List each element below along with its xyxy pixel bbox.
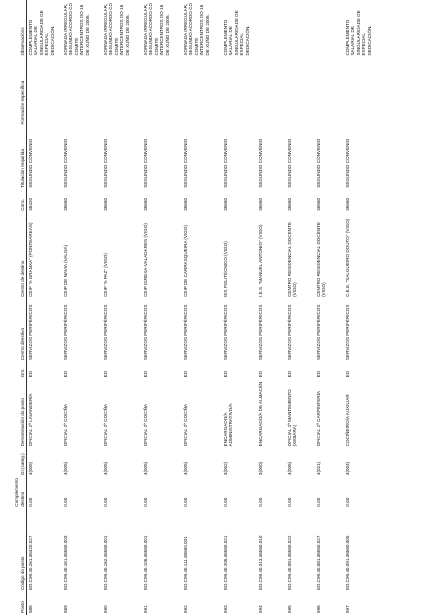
cell-centro-destino: CENTRO RESIDENCIAL DOCENTE (VIGO) <box>287 222 298 297</box>
cell-posto: 590 <box>103 605 108 613</box>
cell-ors: ED <box>63 370 68 378</box>
header-observacions: Observacións <box>0 0 27 58</box>
cell-observacions: COMPLEMENTO SALARIAL DE SINGULARIDADE DE ESPECIAL DEDICACIÓN. <box>28 10 55 56</box>
cell-grupo: 4(005) <box>183 461 188 476</box>
cell-codigo: ED.C99.40.081.36560.027 <box>316 535 321 591</box>
cell-ors: ED <box>143 370 148 378</box>
cell-titulacion: SEGUNDO CONVENIO <box>345 138 350 188</box>
header-ors: Ors. <box>0 362 27 379</box>
cell-formacion <box>286 58 315 127</box>
cell-ors: ED <box>287 370 292 378</box>
cell-ors: ED <box>183 370 188 378</box>
cell-codigo: ED.C99.40.091.36560.005 <box>345 535 350 591</box>
cell-codigo: ED.C99.40.206.36560.021 <box>223 535 228 591</box>
cell-complemento: 0.00 <box>183 497 188 507</box>
cell-denominacion: OFICIAL 2ª COCIÑA <box>143 403 148 447</box>
cell-conc: 36560 <box>103 197 108 211</box>
table-row <box>62 0 102 615</box>
cell-codigo: ED.C99.40.111.36560.001 <box>183 536 188 591</box>
cell-centro-directivo: SERVIZOS PERIFÉRICOS <box>28 304 33 361</box>
cell-posto: 589 <box>63 605 68 613</box>
cell-centro-destino: I.E.S. "MANUEL ANTONIO" (VIGO) <box>258 224 263 297</box>
table-body <box>27 0 380 615</box>
cell-titulacion: SEGUNDO CONVENIO <box>287 138 292 188</box>
cell-formacion <box>222 58 257 127</box>
cell-denominacion: OFICIAL 2ª LAVANDERÍA <box>28 393 33 447</box>
cell-complemento: 0.00 <box>316 497 321 507</box>
cell-posto: 597 <box>345 605 350 613</box>
cell-observacions: COMPLEMENTO SALARIAL DE SINGULARIDADE DE ESPECIAL DEDICACIÓN. <box>223 10 250 56</box>
cell-formacion <box>182 58 222 127</box>
cell-centro-directivo: SERVIZOS PERIFÉRICOS <box>316 304 321 361</box>
cell-conc: 36560 <box>183 197 188 211</box>
header-denominacion: Denominación do posto <box>0 379 27 448</box>
cell-observacions: XORNADA IRREGULAR, SEGUNDO ACORDO CO COMITÉ INTERCENTROS DO 16 DE XUÑO DE 2006. <box>183 2 210 56</box>
cell-titulacion: SEGUNDO CONVENIO <box>103 138 108 188</box>
cell-conc: 36560 <box>316 197 321 211</box>
cell-centro-destino: CEIP DE CARRASQUEIRA (VIGO) <box>183 225 188 297</box>
table-header <box>0 0 27 615</box>
cell-codigo: ED.C99.40.106.36560.001 <box>143 535 148 591</box>
cell-conc: 36560 <box>63 197 68 211</box>
cell-posto: 595 <box>287 605 292 613</box>
cell-titulacion: SEGUNDO CONVENIO <box>316 138 321 188</box>
header-row <box>0 0 27 615</box>
table-row <box>27 0 63 615</box>
cell-centro-directivo: SERVIZOS PERIFÉRICOS <box>223 304 228 361</box>
cell-complemento: 0.00 <box>345 497 350 507</box>
table-row <box>315 0 344 615</box>
cell-codigo: ED.C99.40.081.36560.022 <box>287 535 292 591</box>
cell-grupo: 4(005) <box>28 461 33 476</box>
header-complemento: Complemento destino <box>0 477 27 509</box>
cell-conc: 36560 <box>345 197 350 211</box>
cell-observacions: XORNADA IRREGULAR, SEGUNDO ACORDO CO COMITÉ INTERCENTROS DO 16 DE XUÑO DE 2006. <box>103 2 130 56</box>
cell-codigo: ED.C99.40.161.36560.003 <box>63 535 68 591</box>
cell-formacion <box>62 58 102 127</box>
cell-codigo: ED.C99.40.261.36420.027 <box>28 535 33 591</box>
cell-centro-directivo: SERVIZOS PERIFÉRICOS <box>183 304 188 361</box>
cell-denominacion: COCIÑEIRO/A AUXILIAR <box>345 394 350 447</box>
cell-ors: ED <box>28 370 33 378</box>
table-row <box>182 0 222 615</box>
cell-observacions: COMPLEMENTO SALARIAL DE SINGULARIDADE DE ESPECIAL DEDICACIÓN. <box>345 10 372 56</box>
cell-centro-destino: CENTRO RESIDENCIAL DOCENTE (VIGO) <box>316 222 327 297</box>
cell-complemento: 0.00 <box>223 497 228 507</box>
cell-centro-directivo: SERVIZOS PERIFÉRICOS <box>258 304 263 361</box>
cell-titulacion: SEGUNDO CONVENIO <box>258 138 263 188</box>
table-row <box>222 0 257 615</box>
cell-titulacion: SEGUNDO CONVENIO <box>183 138 188 188</box>
cell-complemento: 0.00 <box>258 497 263 507</box>
cell-observacions: XORNADA IRREGULAR, SEGUNDO ACORDO CO COMITÉ INTERCENTROS DO 16 DE XUÑO DE 2006. <box>143 2 170 56</box>
table-row <box>257 0 286 615</box>
table-row <box>286 0 315 615</box>
cell-posto: 593 <box>223 605 228 613</box>
cell-denominacion: OFICIAL 2ª COCIÑA <box>63 403 68 447</box>
cell-posto: 594 <box>258 605 263 613</box>
cell-formacion <box>27 58 63 127</box>
cell-grupo: 4(006) <box>287 461 292 476</box>
cell-denominacion: ENCARGADO/A DE ALMACÉN <box>258 381 263 447</box>
cell-grupo: 4(005) <box>143 461 148 476</box>
cell-centro-directivo: SERVIZOS PERIFÉRICOS <box>143 304 148 361</box>
cell-centro-destino: C.E.E. "SALGUEIRO DOUTO" (VIGO) <box>345 218 350 297</box>
table-row <box>102 0 142 615</box>
header-grupo: Gr.(categ.) <box>0 448 27 477</box>
cell-grupo: 4(004) <box>345 461 350 476</box>
cell-conc: 36560 <box>143 197 148 211</box>
cell-ors: ED <box>316 370 321 378</box>
cell-ors: ED <box>223 370 228 378</box>
cell-complemento: 0.00 <box>28 497 33 507</box>
cell-observacions <box>286 0 315 58</box>
cell-complemento: 0.00 <box>287 497 292 507</box>
header-codigo: Código do posto <box>0 509 27 592</box>
cell-centro-destino: IES POLITÉCNICO (VIGO) <box>223 241 228 297</box>
cell-grupo: 4(005) <box>63 461 68 476</box>
cell-codigo: ED.C99.40.162.36560.001 <box>103 535 108 591</box>
cell-denominacion: OFICIAL 2ª COCIÑA <box>103 403 108 447</box>
cell-observacions: XORNADA IRREGULAR, SEGUNDO ACORDO CO COMITÉ INTERCENTROS DO 16 DE XUÑO DE 2006. <box>63 2 90 56</box>
cell-centro-directivo: SERVIZOS PERIFÉRICOS <box>345 304 350 361</box>
table-row <box>344 0 379 615</box>
cell-conc: 36560 <box>223 197 228 211</box>
header-titulacion: Titulación requirida <box>0 127 27 190</box>
cell-centro-destino: CEIP "A PAZ" (VIGO) <box>103 253 108 297</box>
cell-complemento: 0.00 <box>63 497 68 507</box>
cell-formacion <box>257 58 286 127</box>
cell-grupo: 4(005) <box>103 461 108 476</box>
cell-grupo: 3(000) <box>258 461 263 476</box>
cell-complemento: 0.00 <box>103 497 108 507</box>
cell-titulacion: SEGUNDO CONVENIO <box>28 138 33 188</box>
cell-complemento: 0.00 <box>143 497 148 507</box>
cell-grupo: 3(002) <box>223 461 228 476</box>
cell-ors: ED <box>258 370 263 378</box>
cell-centro-directivo: SERVIZOS PERIFÉRICOS <box>103 304 108 361</box>
cell-ors: ED <box>103 370 108 378</box>
cell-conc: 36560 <box>287 197 292 211</box>
cell-conc: 36560 <box>258 197 263 211</box>
cell-centro-directivo: SERVIZOS PERIFÉRICOS <box>63 304 68 361</box>
cell-grupo: 4(021) <box>316 461 321 476</box>
header-centro-directivo: Centro directivo <box>0 299 27 362</box>
cell-denominacion: ENCARGADO/A ADMINISTRATIVO/A <box>223 403 234 447</box>
cell-titulacion: SEGUNDO CONVENIO <box>143 138 148 188</box>
cell-conc: 36420 <box>28 197 33 211</box>
cell-formacion <box>315 58 344 127</box>
header-posto: Posto <box>0 592 27 615</box>
cell-formacion <box>344 58 379 127</box>
cell-posto: 596 <box>316 605 321 613</box>
cell-observacions <box>315 0 344 58</box>
cell-titulacion: SEGUNDO CONVENIO <box>223 138 228 188</box>
cell-denominacion: OFICIAL 2ª CARPINTERÍA <box>316 390 321 447</box>
cell-posto: 591 <box>143 605 148 613</box>
cell-denominacion: OFICIAL 2ª MANTEMENTO (XEBARA) <box>287 389 298 447</box>
cell-centro-destino: CEIP IGREXA-VALADARES (VIGO) <box>143 223 148 297</box>
cell-titulacion: SEGUNDO CONVENIO <box>63 138 68 188</box>
cell-formacion <box>102 58 142 127</box>
cell-posto: 592 <box>183 605 188 613</box>
cell-centro-destino: CEIP DE NAVIA (VALGA) <box>63 244 68 297</box>
table-row <box>142 0 182 615</box>
header-conc: Conc. <box>0 190 27 213</box>
cell-centro-directivo: SERVIZOS PERIFÉRICOS <box>287 304 292 361</box>
header-formacion: Formación específica <box>0 58 27 127</box>
cell-codigo: ED.C99.40.313.36560.010 <box>258 535 263 591</box>
header-centro-destino: Centro de destino <box>0 213 27 299</box>
cell-formacion <box>142 58 182 127</box>
cell-centro-destino: CEIP "A GRANXA" (PONTEAREAS) <box>28 222 33 297</box>
cell-ors: ED <box>345 370 350 378</box>
cell-observacions <box>257 0 286 58</box>
cell-denominacion: OFICIAL 2ª COCIÑA <box>183 403 188 447</box>
cell-posto: 588 <box>28 605 33 613</box>
